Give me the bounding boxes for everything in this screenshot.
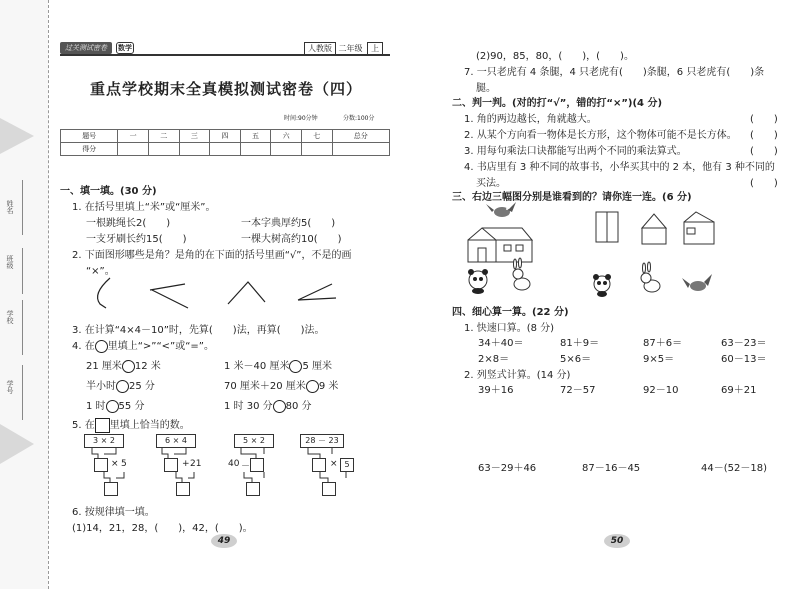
- puzzle-blank[interactable]: [250, 458, 264, 472]
- header-tag: 过关测试密卷: [60, 42, 112, 54]
- compare-right: 80 分: [285, 401, 312, 412]
- sequence-1[interactable]: (1)14，21，28，( )，42，( )。: [72, 523, 253, 534]
- connector: [92, 448, 116, 458]
- puzzle-num: 2: [259, 436, 265, 445]
- score-header-row: [61, 130, 390, 143]
- score-header-cell: 五: [240, 130, 271, 143]
- puzzle-num: 28: [305, 436, 316, 445]
- connector: [176, 472, 194, 482]
- oral-item[interactable]: 9×5＝: [643, 354, 675, 365]
- q4-label-tail: 里填上“>”“<”或“=”。: [107, 341, 214, 352]
- score-table: [60, 129, 390, 156]
- compare-item: [224, 377, 338, 393]
- class-line: [22, 248, 23, 294]
- grade-label: 二年级: [338, 44, 363, 53]
- edition-info: [302, 42, 383, 55]
- puzzle-blank[interactable]: [322, 482, 336, 496]
- vertical-item[interactable]: 63－29＋46: [478, 463, 537, 474]
- school-line: [22, 300, 23, 355]
- margin-label-id: 学号: [6, 380, 14, 394]
- compare-right: 9 米: [318, 381, 339, 392]
- compare-circle[interactable]: [273, 400, 286, 413]
- vertical-item[interactable]: 87－16－45: [582, 463, 641, 474]
- compare-right: 12 米: [134, 361, 161, 372]
- margin-label-class: 班级: [6, 255, 14, 269]
- compare-left: 21 厘米: [86, 361, 122, 372]
- puzzle-top: [234, 434, 274, 448]
- q1-item[interactable]: 一支牙刷长约15( ): [86, 234, 187, 245]
- compare-left: 半小时: [86, 381, 116, 392]
- score-header-cell: 题号: [61, 130, 118, 143]
- curve-figure: [98, 278, 110, 308]
- section2-title: 二、判一判。(对的打“√”，错的打“×”)(4 分): [452, 98, 663, 109]
- puzzle-num: 4: [181, 436, 187, 445]
- puzzle-num: 3: [93, 436, 99, 445]
- page-number-left: 49: [211, 534, 237, 548]
- compare-right: 55 分: [118, 401, 145, 412]
- subject-badge: 数学: [118, 44, 132, 52]
- score-value-row: [61, 143, 390, 156]
- edition-label: 人教版: [304, 42, 336, 55]
- puzzle-num: 23: [328, 436, 339, 445]
- puzzle-top: [84, 434, 124, 448]
- puzzle-top: [300, 434, 344, 448]
- vertical-item[interactable]: 72－57: [560, 385, 596, 396]
- page-title: 重点学校期末全真模拟测试密卷（四）: [90, 80, 363, 98]
- compare-circle[interactable]: [106, 400, 119, 413]
- puzzle-blank[interactable]: [164, 458, 178, 472]
- q2-text-2: “×”。: [86, 266, 115, 277]
- puzzle-op: ×: [172, 436, 180, 445]
- vertical-item[interactable]: 92－10: [643, 385, 679, 396]
- oral-item[interactable]: 34＋40＝: [478, 338, 524, 349]
- judge-answer[interactable]: ( ): [750, 130, 778, 141]
- section3-title: 三、右边三幅图分别是谁看到的？请你连一连。(6 分): [452, 192, 692, 203]
- score-header-cell: 四: [210, 130, 241, 143]
- connector: [244, 472, 264, 482]
- side-view-icon: [596, 212, 618, 242]
- score-header-cell: 七: [301, 130, 332, 143]
- term-label: 上: [367, 42, 383, 55]
- judge-item: 1. 角的两边越长，角就越大。: [464, 114, 597, 125]
- section4-title: 四、细心算一算。(22 分): [452, 307, 569, 318]
- puzzle-num: 5: [243, 436, 249, 445]
- compare-right: 5 厘米: [302, 361, 332, 372]
- q5-text: [72, 416, 190, 433]
- puzzle-top: [156, 434, 196, 448]
- score-header-cell: 一: [118, 130, 149, 143]
- puzzle-op: －: [318, 436, 326, 445]
- compare-left: 1 米－40 厘米: [224, 361, 290, 372]
- q5-label: 5. 在: [72, 420, 95, 431]
- q1-item[interactable]: 一棵大树高约10( ): [241, 234, 342, 245]
- puzzle-num: 5: [344, 460, 350, 469]
- oral-item[interactable]: 87＋6＝: [643, 338, 683, 349]
- compare-item: [86, 397, 144, 413]
- total-score: 分数:100分: [343, 115, 375, 122]
- oral-item[interactable]: 60－13＝: [721, 354, 767, 365]
- puzzle-blank[interactable]: [104, 482, 118, 496]
- compare-circle[interactable]: [306, 380, 319, 393]
- score-cell[interactable]: [118, 143, 149, 156]
- puzzle-num: 6: [165, 436, 171, 445]
- puzzle-blank[interactable]: [312, 458, 326, 472]
- puzzle-blank[interactable]: [176, 482, 190, 496]
- q7-text[interactable]: 7. 一只老虎有 4 条腿，4 只老虎有( )条腿，6 只老虎有( )条: [464, 67, 765, 78]
- number-puzzles: [84, 434, 394, 500]
- oral-item[interactable]: 5×6＝: [560, 354, 592, 365]
- q7-text-2: 腿。: [476, 83, 496, 94]
- compare-item: [86, 357, 161, 373]
- puzzle-op: ×: [330, 459, 338, 469]
- q5-label-tail: 里填上恰当的数。: [109, 420, 190, 431]
- connector: [241, 448, 264, 458]
- open-lines-figure: [150, 284, 188, 308]
- q1-text: 1. 在括号里填上“米”或“厘米”。: [72, 202, 216, 213]
- compare-item: [224, 357, 332, 373]
- judge-item: 3. 用每句乘法口诀都能写出两个不同的乘法算式。: [464, 146, 687, 157]
- score-cell[interactable]: [240, 143, 271, 156]
- puzzle-blank[interactable]: [94, 458, 108, 472]
- connector: [162, 448, 186, 458]
- puzzle-op: －: [241, 462, 251, 472]
- name-line: [22, 180, 23, 235]
- compare-left: 1 时 30 分: [224, 401, 273, 412]
- q4-text: [72, 337, 214, 353]
- q6-text: 6. 按规律填一填。: [72, 507, 155, 518]
- q1-item[interactable]: 一本字典厚约5( ): [241, 218, 336, 229]
- q4-label: 4. 在: [72, 341, 95, 352]
- score-cell[interactable]: [210, 143, 241, 156]
- circle-icon: [95, 340, 108, 353]
- compare-circle[interactable]: [122, 360, 135, 373]
- puzzle-box-given: [340, 458, 354, 472]
- q1-item[interactable]: 一根跳绳长2( ): [86, 218, 171, 229]
- compare-circle[interactable]: [289, 360, 302, 373]
- margin-tab-bottom: [0, 424, 34, 464]
- margin-tab-top: [0, 118, 34, 154]
- puzzle-op: ×: [111, 459, 119, 469]
- score-cell[interactable]: [179, 143, 210, 156]
- bird-icon: [486, 202, 516, 217]
- compare-right: 25 分: [129, 381, 155, 392]
- score-cell[interactable]: [148, 143, 179, 156]
- angle-figures: [80, 276, 380, 316]
- puzzle-num: 40: [228, 459, 240, 469]
- puzzle-num: 5: [121, 459, 127, 469]
- sequence-2[interactable]: (2)90，85，80，( )，( )。: [476, 51, 634, 62]
- q2-text: 2. 下面图形哪些是角？是角的在下面的括号里画“√”，不是的画: [72, 250, 352, 261]
- vertical-item[interactable]: 39＋16: [478, 385, 514, 396]
- puzzle-num: 21: [190, 459, 202, 469]
- puzzle-op: ×: [250, 436, 258, 445]
- bird-icon: [682, 274, 712, 291]
- panda-icon: [468, 269, 488, 294]
- score-cell[interactable]: [271, 143, 302, 156]
- compare-left: 1 时: [86, 401, 106, 412]
- score-header-cell: 六: [271, 130, 302, 143]
- margin-label-name: 姓名: [6, 200, 14, 214]
- page-number-right: 50: [604, 534, 630, 548]
- connector: [320, 472, 346, 482]
- angle-figure: [228, 282, 265, 304]
- puzzle-num: 2: [109, 436, 115, 445]
- judge-answer[interactable]: ( ): [750, 146, 778, 157]
- panda-icon: [593, 274, 611, 297]
- house-view-icon: [684, 212, 714, 244]
- connector: [308, 448, 332, 458]
- vertical-calc-title: 2. 列竖式计算。(14 分): [464, 370, 571, 381]
- vertical-item[interactable]: 69＋21: [721, 385, 757, 396]
- score-row-label: 得分: [61, 143, 118, 156]
- vertical-item[interactable]: 44－(52－18): [701, 463, 767, 474]
- score-cell[interactable]: [301, 143, 332, 156]
- margin-label-school: 学校: [6, 310, 14, 324]
- connector: [104, 472, 124, 482]
- front-view-icon: [642, 214, 666, 244]
- oral-calc-title: 1. 快速口算。(8 分): [464, 323, 555, 334]
- rabbit-icon: [513, 258, 530, 290]
- cut-line: [48, 0, 49, 589]
- judge-item: 2. 从某个方向看一物体是长方形，这个物体可能不是长方体。: [464, 130, 737, 141]
- score-header-cell: 三: [179, 130, 210, 143]
- compare-item: [86, 377, 155, 393]
- house-perspective-icon: [468, 228, 532, 262]
- id-line: [22, 365, 23, 420]
- time-limit: 时间:90分钟: [284, 115, 318, 122]
- binding-margin: [0, 0, 48, 589]
- score-header-cell: 二: [148, 130, 179, 143]
- square-icon: [95, 418, 110, 433]
- judge-item-cont: 买法。: [476, 178, 506, 189]
- judge-answer[interactable]: ( ): [750, 178, 778, 189]
- score-cell[interactable]: [332, 143, 389, 156]
- compare-item: [224, 397, 312, 413]
- puzzle-op: +: [182, 459, 190, 469]
- compare-circle[interactable]: [116, 380, 129, 393]
- compare-left: 70 厘米＋20 厘米: [224, 381, 306, 392]
- matching-pictures: [460, 200, 780, 300]
- oral-item[interactable]: 63－23＝: [721, 338, 767, 349]
- puzzle-blank[interactable]: [246, 482, 260, 496]
- q3-text: 3. 在计算“4×4－10”时，先算( )法，再算( )法。: [72, 325, 325, 336]
- oral-item[interactable]: 81＋9＝: [560, 338, 600, 349]
- judge-item: 4. 书店里有 3 种不同的故事书，小华买其中的 2 本，他有 3 种不同的: [464, 162, 775, 173]
- rabbit-icon: [641, 262, 660, 292]
- judge-answer[interactable]: ( ): [750, 114, 778, 125]
- oral-item[interactable]: 2×8＝: [478, 354, 510, 365]
- puzzle-op: ×: [100, 436, 108, 445]
- angle-figure: [298, 284, 336, 300]
- score-header-cell: 总分: [332, 130, 389, 143]
- section1-title: 一、填一填。(30 分): [60, 186, 157, 197]
